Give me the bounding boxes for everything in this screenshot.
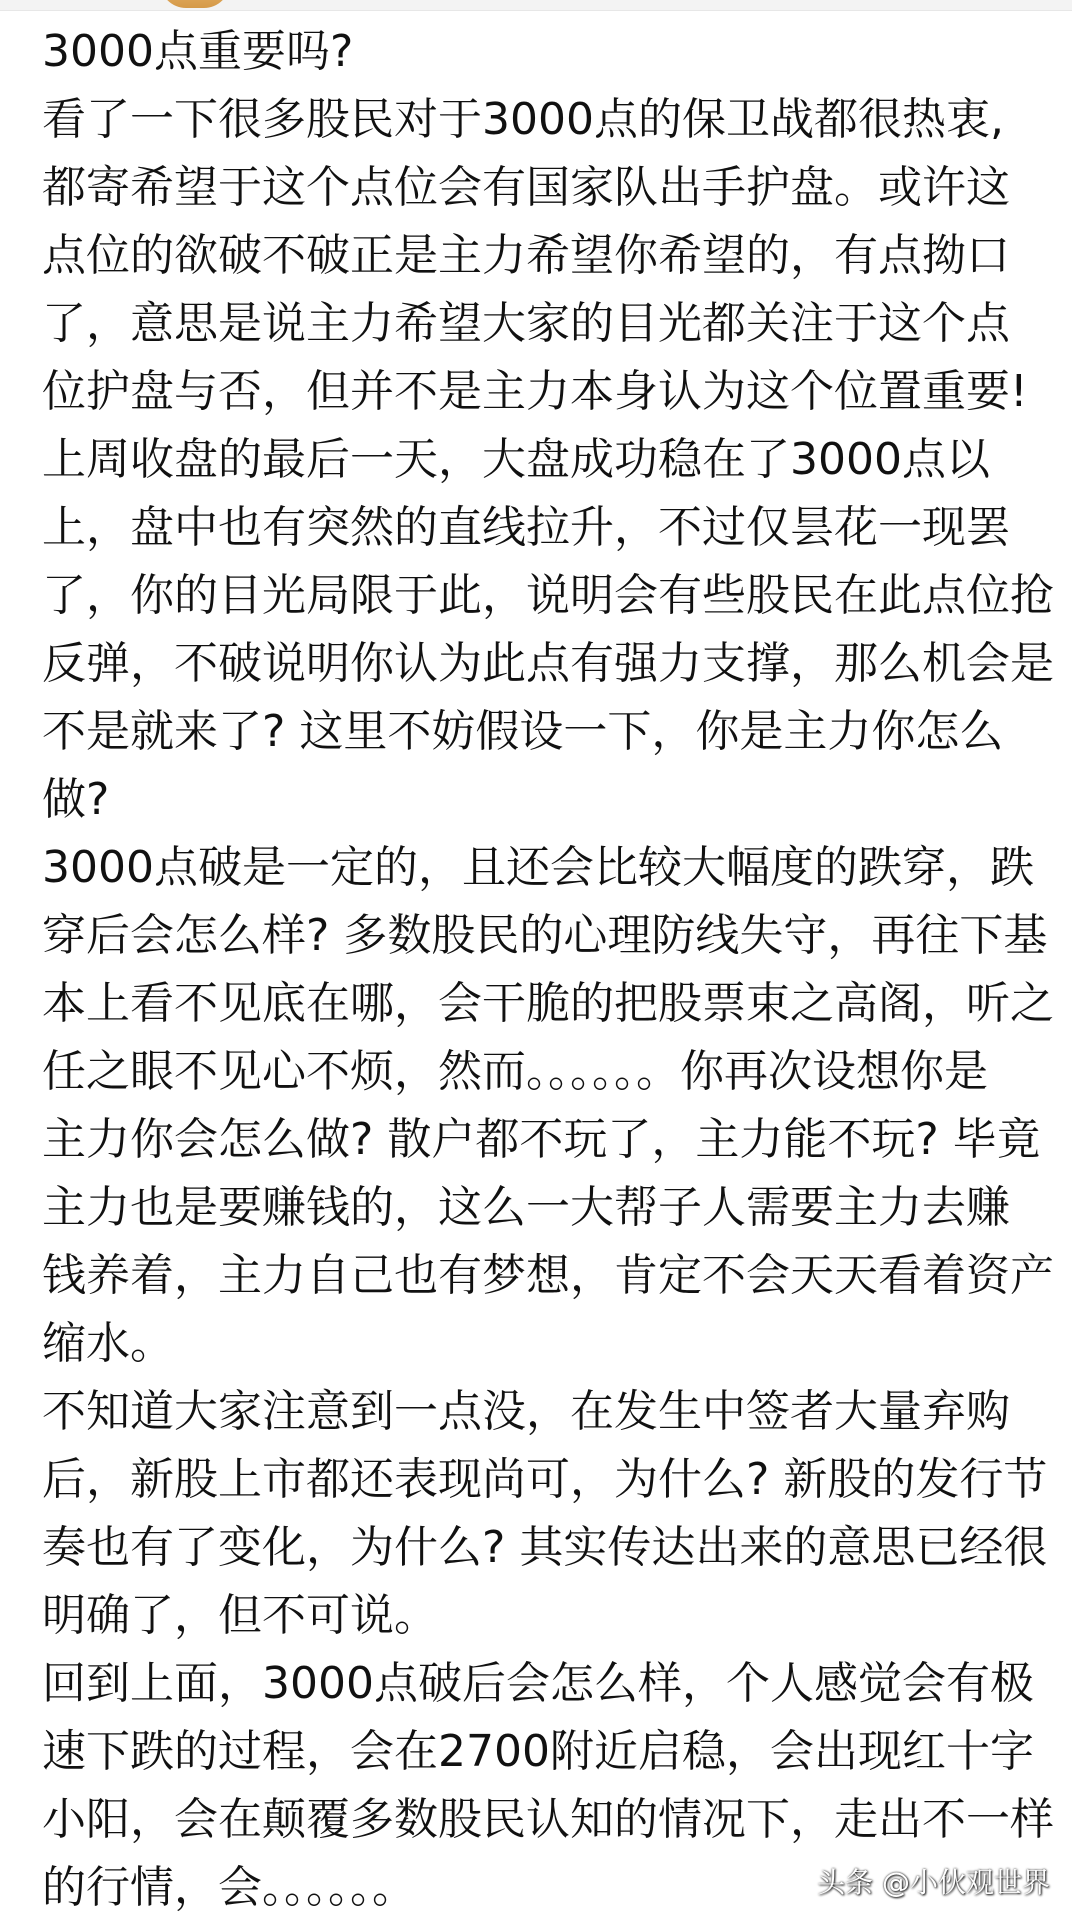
article-line: 位护盘与否，但并不是主力本身认为这个位置重要!: [42, 366, 1028, 417]
article-line: 做?: [42, 774, 110, 825]
article-line: 缩水。: [42, 1318, 174, 1369]
article-line: 看了一下很多股民对于3000点的保卫战都很热衷,: [42, 94, 1004, 145]
article-line: 后，新股上市都还表现尚可，为什么? 新股的发行节: [42, 1454, 1048, 1505]
article-line: 明确了，但不可说。: [42, 1590, 438, 1641]
article-line: 主力你会怎么做? 散户都不玩了，主力能不玩? 毕竟: [42, 1114, 1041, 1165]
article-line: 任之眼不见心不烦，然而。。。。。。你再次设想你是: [42, 1046, 988, 1097]
article-line: 回到上面，3000点破后会怎么样，个人感觉会有极: [42, 1658, 1034, 1709]
article-line: 点位的欲破不破正是主力希望你希望的，有点拗口: [42, 230, 1010, 281]
article-line: 小阳，会在颠覆多数股民认知的情况下，走出不一样: [42, 1794, 1054, 1845]
article-line: 上，盘中也有突然的直线拉升，不过仅昙花一现罢: [42, 502, 1010, 553]
article-line: 上周收盘的最后一天，大盘成功稳在了3000点以: [42, 434, 990, 485]
article-line: 本上看不见底在哪，会干脆的把股票束之高阁，听之: [42, 978, 1054, 1029]
article-line: 了，你的目光局限于此，说明会有些股民在此点位抢: [42, 570, 1054, 621]
article-line: 的行情，会。。。。。。: [42, 1862, 416, 1913]
top-strip: [0, 0, 1072, 11]
article-line: 速下跌的过程，会在2700附近启稳，会出现红十字: [42, 1726, 1034, 1777]
article-line: 了，意思是说主力希望大家的目光都关注于这个点: [42, 298, 1010, 349]
article-line: 奏也有了变化，为什么? 其实传达出来的意思已经很: [42, 1522, 1048, 1573]
article-line: 不知道大家注意到一点没，在发生中签者大量弃购: [42, 1386, 1010, 1437]
avatar[interactable]: [160, 0, 230, 8]
article-line: 主力也是要赚钱的，这么一大帮子人需要主力去赚: [42, 1182, 1010, 1233]
article-body: [42, 18, 1054, 1922]
source-watermark: 头条 @小伙观世界: [817, 1866, 1050, 1899]
article-line: 穿后会怎么样? 多数股民的心理防线失守，再往下基: [42, 910, 1048, 961]
article-line: 反弹，不破说明你认为此点有强力支撑，那么机会是: [42, 638, 1054, 689]
article-line: 不是就来了? 这里不妨假设一下，你是主力你怎么: [42, 706, 1004, 757]
article-line: 3000点重要吗?: [42, 26, 354, 77]
article-line: 都寄希望于这个点位会有国家队出手护盘。或许这: [42, 162, 1010, 213]
article-line: 3000点破是一定的，且还会比较大幅度的跌穿，跌: [42, 842, 1034, 893]
article-line: 钱养着，主力自己也有梦想，肯定不会天天看着资产: [42, 1250, 1054, 1301]
